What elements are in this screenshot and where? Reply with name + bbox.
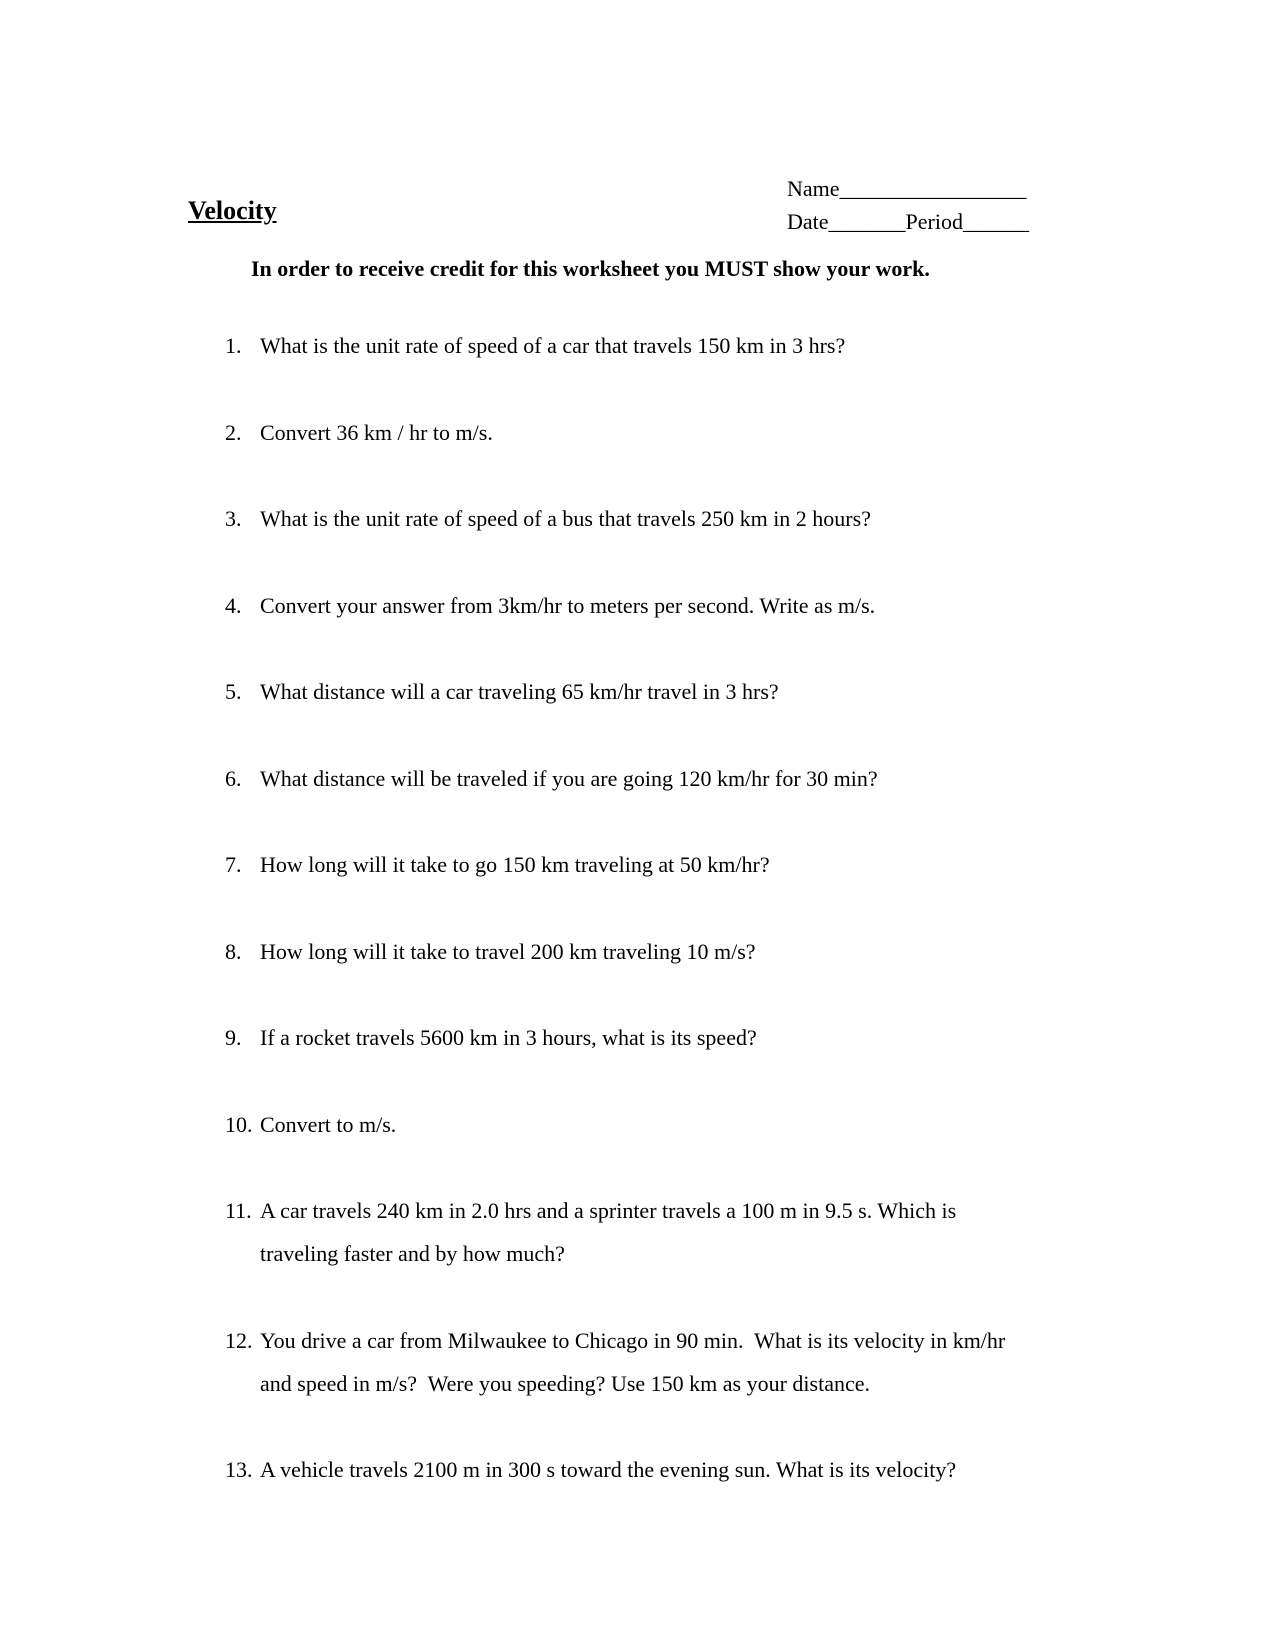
question-text: If a rocket travels 5600 km in 3 hours, what is its speed? — [260, 1025, 757, 1050]
name-line — [787, 172, 1027, 205]
question-number: 9. — [225, 1025, 242, 1050]
period-label: Period — [905, 209, 963, 234]
question-text: How long will it take to travel 200 km traveling 10 m/s? — [260, 938, 756, 964]
page-title: Velocity — [188, 196, 277, 225]
question-number: 8. — [225, 938, 242, 964]
question-text: Convert 36 km / hr to m/s. — [260, 419, 493, 445]
question-row — [225, 1189, 1055, 1275]
question-number: 5. — [225, 679, 242, 704]
question-row — [225, 324, 1055, 367]
instruction-text: In order to receive credit for this worksheet you MUST show your work. — [251, 256, 930, 281]
question-number: 4. — [225, 592, 242, 618]
question-number: 13. — [225, 1457, 253, 1482]
question-text: You drive a car from Milwaukee to Chicago in 90 min. What is its velocity in km/hr and speed in m/s? Were you speeding? Use 150 km as your distance. — [260, 1327, 1011, 1396]
period-blank-line: ______ — [962, 209, 1029, 234]
question-row — [225, 1319, 1055, 1405]
question-row — [225, 1016, 1055, 1059]
question-text: Convert your answer from 3km/hr to meters per second. Write as m/s. — [260, 592, 876, 618]
name-blank-line: _________________ — [839, 176, 1027, 201]
question-row — [225, 411, 1055, 454]
question-number: 11. — [225, 1198, 252, 1223]
question-text: What is the unit rate of speed of a car that travels 150 km in 3 hrs? — [260, 333, 846, 358]
question-row — [225, 584, 1055, 627]
question-number: 1. — [225, 333, 242, 358]
question-row — [225, 1448, 1055, 1491]
question-row — [225, 670, 1055, 713]
date-period-line — [787, 205, 1029, 238]
question-number: 3. — [225, 506, 242, 531]
question-text: A car travels 240 km in 2.0 hrs and a sprinter travels a 100 m in 9.5 s. Which is traveling faster and by how much? — [260, 1198, 962, 1266]
question-row — [225, 930, 1055, 973]
name-label: Name — [787, 176, 840, 201]
question-number: 7. — [225, 852, 242, 877]
question-text: How long will it take to go 150 km traveling at 50 km/hr? — [260, 852, 770, 877]
date-blank-line: _______ — [828, 209, 906, 234]
question-text: A vehicle travels 2100 m in 300 s toward the evening sun. What is its velocity? — [260, 1457, 957, 1482]
question-number: 10. — [225, 1111, 253, 1137]
question-row — [225, 757, 1055, 800]
question-row — [225, 1103, 1055, 1146]
question-text: What distance will a car traveling 65 km/hr travel in 3 hrs? — [260, 679, 779, 704]
question-row — [225, 497, 1055, 540]
question-number: 12. — [225, 1327, 253, 1353]
date-label: Date — [787, 209, 829, 234]
question-number: 2. — [225, 419, 242, 445]
question-text: Convert to m/s. — [260, 1111, 397, 1137]
question-text: What distance will be traveled if you are going 120 km/hr for 30 min? — [260, 765, 878, 791]
question-list — [225, 324, 1055, 1535]
question-text: What is the unit rate of speed of a bus that travels 250 km in 2 hours? — [260, 506, 871, 531]
question-row — [225, 843, 1055, 886]
question-number: 6. — [225, 765, 242, 791]
